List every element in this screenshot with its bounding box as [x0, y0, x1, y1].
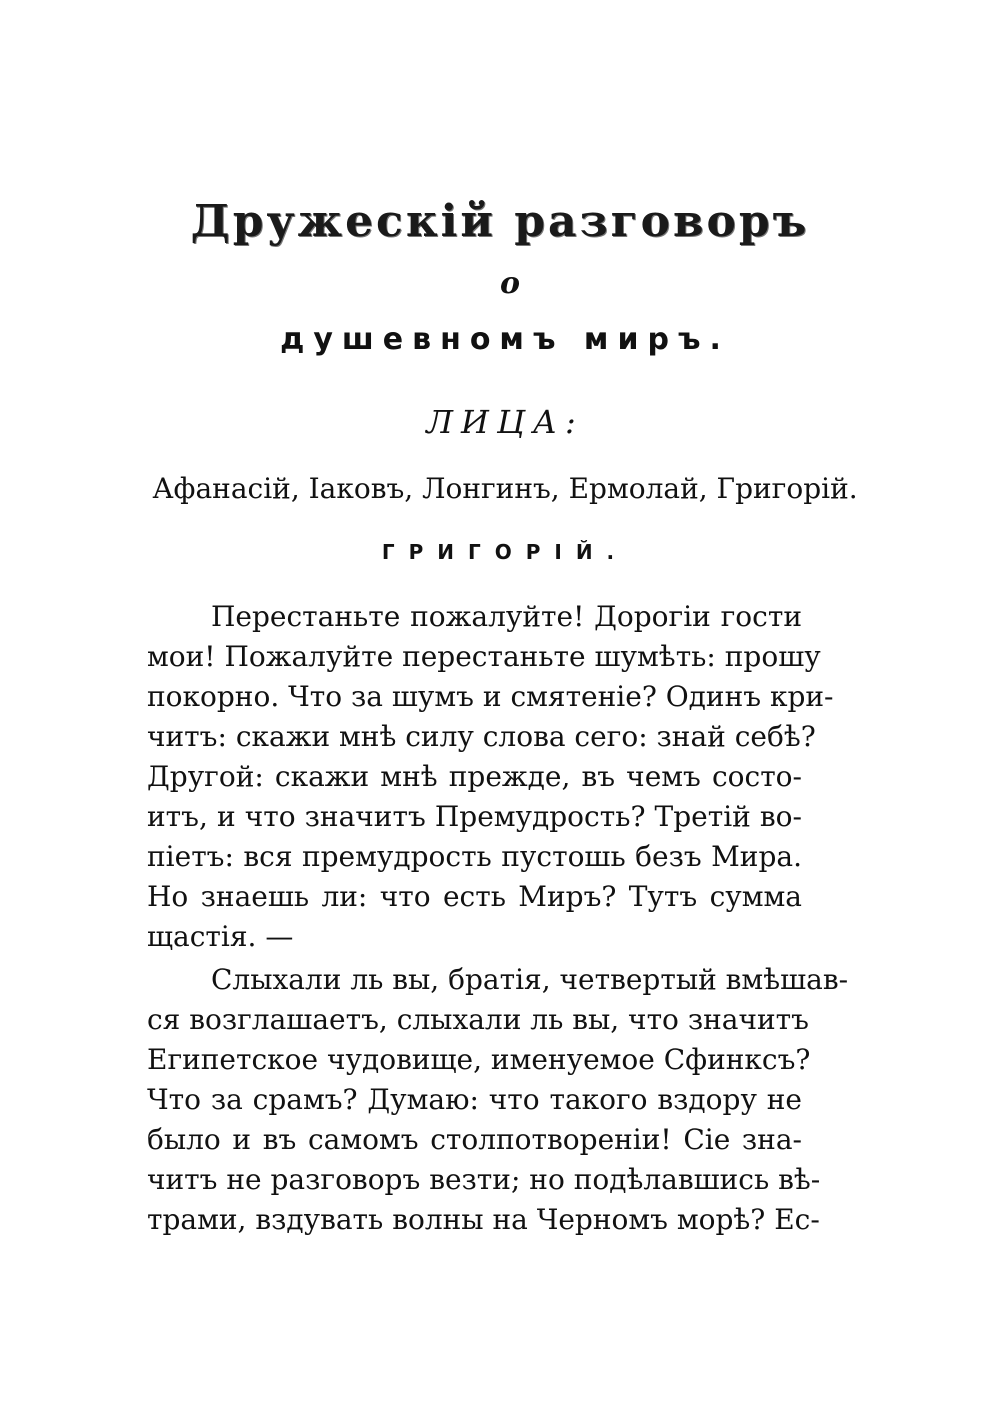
text-line: итъ, и что значитъ Премудрость? Третій во- — [147, 800, 802, 833]
text-line: мои! Пожалуйте перестаньте шумѣть: прошу — [147, 640, 821, 673]
text-line: было и въ самомъ столпотвореніи! Сіе зна- — [147, 1123, 802, 1156]
paragraph — [147, 597, 834, 957]
text-line: покорно. Что за шумъ и смятеніе? Одинъ кри- — [147, 680, 834, 713]
page-subtitle: душевномъ миръ. — [280, 322, 730, 357]
text-line: Египетское чудовище, именуемое Сфинксъ? — [147, 1043, 811, 1076]
page-title: Дружескій разговоръ — [190, 196, 810, 247]
cast-names: Афанасій, Іаковъ, Лонгинъ, Ермолай, Григорій. — [152, 472, 858, 505]
text-line: трами, вздувать волны на Черномъ морѣ? Ес- — [147, 1203, 820, 1236]
cast-label: ЛИЦА: — [426, 403, 584, 441]
text-line: Перестаньте пожалуйте! Дорогіи гости — [211, 600, 802, 633]
text-line: Слыхали ль вы, братія, четвертый вмѣшав- — [211, 963, 849, 996]
title-connector: о — [499, 266, 520, 301]
text-line: піетъ: вся премудрость пустошь безъ Мира. — [147, 840, 802, 873]
text-line: ся возглашаетъ, слыхали ль вы, что значитъ — [147, 1003, 809, 1036]
paragraph — [147, 960, 849, 1240]
text-line: читъ: скажи мнѣ силу слова сего: знай себѣ? — [147, 720, 816, 753]
speaker-name: ГРИГОРІЙ. — [381, 540, 629, 564]
text-line: щастія. — — [147, 920, 294, 953]
text-line: читъ не разговоръ везти; но подѣлавшись вѣ- — [147, 1163, 821, 1196]
text-line: Но знаешь ли: что есть Миръ? Тутъ сумма — [147, 880, 802, 913]
text-line: Другой: скажи мнѣ прежде, въ чемъ состо- — [147, 760, 802, 793]
text-line: Что за срамъ? Думаю: что такого вздору не — [147, 1083, 802, 1116]
